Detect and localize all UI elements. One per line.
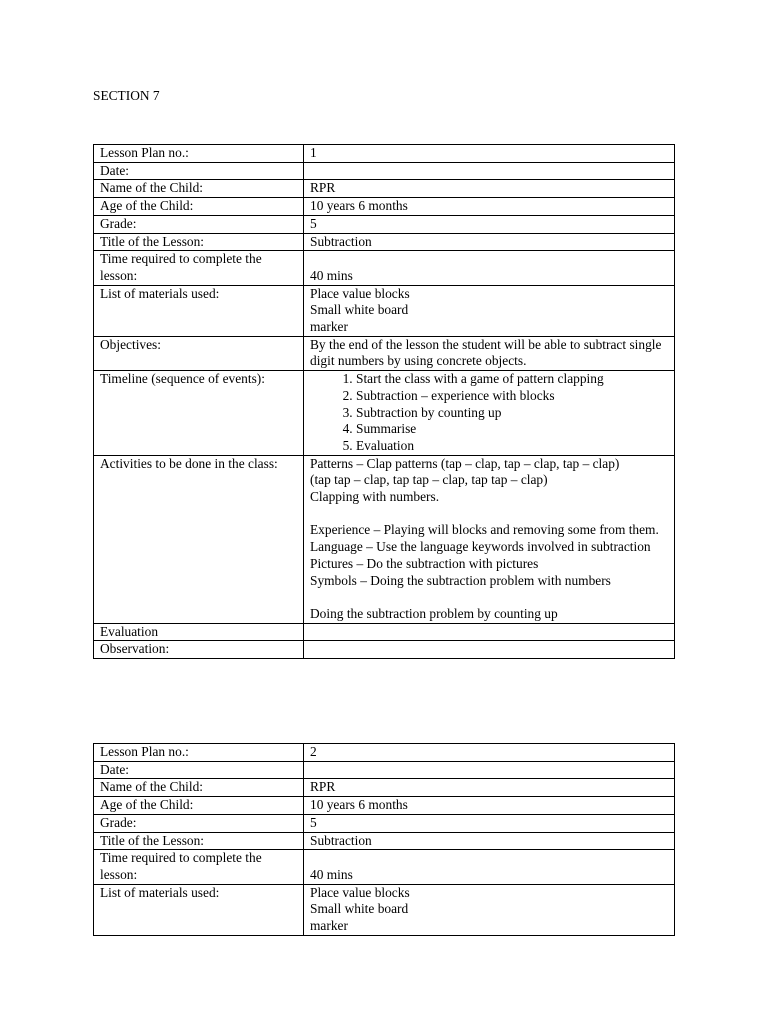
- value-time-required: [304, 850, 675, 884]
- row-activities: [94, 455, 675, 623]
- row-lesson-plan-no: [94, 744, 675, 762]
- timeline-step: 3. Subtraction by counting up: [356, 405, 668, 422]
- value-time-required-text: 40 mins: [310, 267, 353, 283]
- label-time-required-line-1: Time required to complete the: [100, 251, 262, 267]
- label-evaluation: Evaluation: [94, 623, 304, 641]
- row-timeline: [94, 371, 675, 456]
- value-lesson-title: Subtraction: [304, 233, 675, 251]
- value-objectives: By the end of the lesson the student will be able to subtract single digit numbers by using concrete objects.: [304, 336, 675, 370]
- value-materials: [304, 285, 675, 336]
- lesson-plan-table-1: [93, 144, 675, 659]
- value-grade: 5: [304, 814, 675, 832]
- value-time-required: [304, 251, 675, 285]
- row-evaluation: [94, 623, 675, 641]
- value-evaluation: [304, 623, 675, 641]
- row-date: [94, 162, 675, 180]
- material-item: marker: [310, 319, 348, 335]
- row-time-required: [94, 251, 675, 285]
- row-lesson-plan-no: [94, 145, 675, 163]
- row-child-age: [94, 198, 675, 216]
- material-item: Small white board: [310, 302, 409, 318]
- value-child-name: RPR: [304, 779, 675, 797]
- row-child-name: [94, 180, 675, 198]
- row-lesson-title: [94, 233, 675, 251]
- value-child-name: RPR: [304, 180, 675, 198]
- label-lesson-title: Title of the Lesson:: [94, 832, 304, 850]
- timeline-step: 1. Start the class with a game of pattern clapping: [356, 371, 668, 388]
- activity-patterns-line-1: Patterns – Clap patterns (tap – clap, tap – clap, tap – clap): [310, 455, 620, 471]
- label-date: Date:: [94, 761, 304, 779]
- label-grade: Grade:: [94, 814, 304, 832]
- label-objectives: Objectives:: [94, 336, 304, 370]
- material-item: marker: [310, 918, 348, 934]
- label-lesson-plan-no: Lesson Plan no.:: [94, 744, 304, 762]
- value-lesson-title: Subtraction: [304, 832, 675, 850]
- timeline-step: 4. Summarise: [356, 421, 668, 438]
- timeline-step: 2. Subtraction – experience with blocks: [356, 388, 668, 405]
- label-activities: Activities to be done in the class:: [94, 455, 304, 623]
- label-child-name: Name of the Child:: [94, 779, 304, 797]
- label-time-required-line-1: Time required to complete the: [100, 850, 262, 866]
- row-child-name: [94, 779, 675, 797]
- value-lesson-plan-no: 1: [304, 145, 675, 163]
- material-item: Place value blocks: [310, 285, 410, 301]
- label-timeline: Timeline (sequence of events):: [94, 371, 304, 456]
- row-objectives: [94, 336, 675, 370]
- material-item: Place value blocks: [310, 884, 410, 900]
- row-grade: [94, 215, 675, 233]
- value-child-age: 10 years 6 months: [304, 797, 675, 815]
- value-materials: [304, 884, 675, 935]
- activity-language: Language – Use the language keywords involved in subtraction: [310, 539, 651, 555]
- label-observation: Observation:: [94, 641, 304, 659]
- activity-pictures: Pictures – Do the subtraction with pictures: [310, 555, 539, 571]
- label-time-required: [94, 850, 304, 884]
- timeline-list: [310, 371, 668, 455]
- label-child-age: Age of the Child:: [94, 198, 304, 216]
- label-materials: List of materials used:: [94, 285, 304, 336]
- label-materials: List of materials used:: [94, 884, 304, 935]
- material-item: Small white board: [310, 901, 409, 917]
- label-date: Date:: [94, 162, 304, 180]
- row-child-age: [94, 797, 675, 815]
- activity-patterns-line-3: Clapping with numbers.: [310, 489, 440, 505]
- label-lesson-plan-no: Lesson Plan no.:: [94, 145, 304, 163]
- value-date: [304, 761, 675, 779]
- activity-experience: Experience – Playing will blocks and removing some from them.: [310, 522, 659, 538]
- value-child-age: 10 years 6 months: [304, 198, 675, 216]
- label-child-name: Name of the Child:: [94, 180, 304, 198]
- lesson-plan-table-2: [93, 743, 675, 936]
- value-timeline: [304, 371, 675, 456]
- label-lesson-title: Title of the Lesson:: [94, 233, 304, 251]
- value-grade: 5: [304, 215, 675, 233]
- label-time-required-line-2: lesson:: [100, 866, 138, 882]
- row-lesson-title: [94, 832, 675, 850]
- row-time-required: [94, 850, 675, 884]
- label-child-age: Age of the Child:: [94, 797, 304, 815]
- value-lesson-plan-no: 2: [304, 744, 675, 762]
- label-grade: Grade:: [94, 215, 304, 233]
- value-observation: [304, 641, 675, 659]
- value-time-required-text: 40 mins: [310, 866, 353, 882]
- activity-symbols: Symbols – Doing the subtraction problem with numbers: [310, 572, 611, 588]
- activity-patterns-line-2: (tap tap – clap, tap tap – clap, tap tap – clap): [310, 472, 548, 488]
- row-date: [94, 761, 675, 779]
- row-grade: [94, 814, 675, 832]
- row-materials: [94, 884, 675, 935]
- value-activities: [304, 455, 675, 623]
- timeline-step: 5. Evaluation: [356, 438, 668, 455]
- row-observation: [94, 641, 675, 659]
- value-date: [304, 162, 675, 180]
- activity-counting-up: Doing the subtraction problem by counting up: [310, 605, 558, 621]
- section-title: SECTION 7: [93, 88, 160, 103]
- label-time-required: [94, 251, 304, 285]
- label-time-required-line-2: lesson:: [100, 267, 138, 283]
- row-materials: [94, 285, 675, 336]
